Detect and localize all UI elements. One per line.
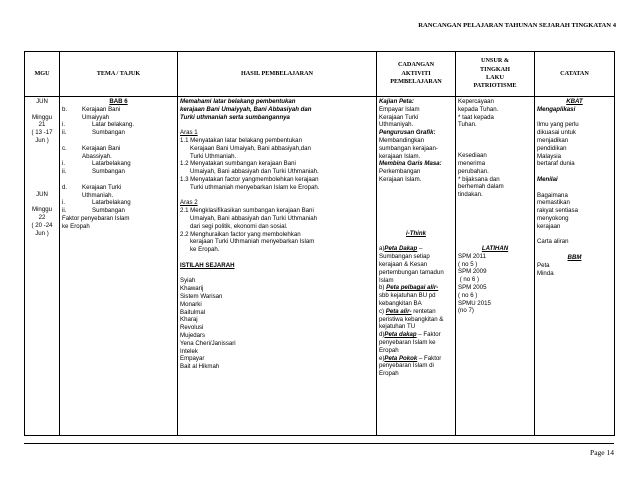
map-prefix: d) bbox=[379, 331, 385, 339]
activity-line: penyebaran Islam ke bbox=[379, 338, 436, 346]
table-row bbox=[25, 97, 615, 436]
terms-title: ISTILAH SEJARAH bbox=[180, 261, 235, 269]
spacer bbox=[379, 184, 453, 230]
cell-hasil bbox=[178, 97, 377, 436]
item-text: Sumbangan bbox=[92, 129, 125, 137]
note-line: pendidikan bbox=[537, 144, 567, 152]
spacer bbox=[27, 199, 57, 207]
mgu-line: ( 13 -17 bbox=[31, 129, 53, 137]
exercise-line: ( no 6 ) bbox=[458, 291, 478, 299]
header-line: LAKU bbox=[486, 74, 504, 81]
cell-cadangan bbox=[377, 97, 456, 436]
map-item bbox=[379, 355, 453, 363]
spacer bbox=[180, 270, 374, 278]
note-line: kerajaan bbox=[537, 222, 561, 230]
item-text: Kerajaan Bani bbox=[82, 144, 121, 152]
map-item bbox=[379, 284, 453, 292]
item-number: ii. bbox=[62, 129, 67, 137]
exercise-line: SPM 2011 bbox=[458, 252, 487, 260]
activity-line: kebangkitan BA bbox=[379, 299, 422, 307]
objective-line: Turki uthmaniah serta sumbangannya bbox=[180, 113, 290, 121]
cell-catatan bbox=[535, 97, 615, 436]
map-item bbox=[379, 331, 453, 339]
value-line: tindakan. bbox=[458, 191, 483, 199]
note-title: KBAT bbox=[566, 98, 583, 105]
spacer bbox=[379, 238, 453, 246]
note-line: menyokong bbox=[537, 214, 569, 222]
cell-mgu bbox=[25, 97, 60, 436]
outcome-line: 1.3 Menyatakan factor yangmembolehkan kerajaan bbox=[180, 175, 319, 183]
outcome-line: Umaiyah, Bani abbasiyah dan Turki Uthmaniah. bbox=[190, 168, 319, 176]
value-line: * taat kepada bbox=[458, 113, 494, 121]
activity-line: kerajaan & Kesan bbox=[379, 260, 428, 268]
term-item: Syiah bbox=[180, 277, 196, 285]
spacer bbox=[537, 231, 612, 239]
value-line: berhemah dalam bbox=[458, 183, 504, 191]
spacer bbox=[537, 114, 612, 122]
activity-line: Kerajaan Islam. bbox=[379, 175, 422, 183]
header-line: PATRIOTISME bbox=[473, 82, 517, 90]
map-rest: – Faktor bbox=[417, 354, 442, 362]
value-line: Kesediaan bbox=[458, 152, 487, 160]
item-text: Kerajaan Bani bbox=[82, 105, 121, 113]
header-line: PEMBELAJARAN bbox=[390, 78, 442, 86]
item-letter: c. bbox=[62, 144, 67, 152]
tema-line bbox=[62, 168, 175, 176]
outcome-line: Turki uthmaniah menyebarkan Islam ke Eropah. bbox=[190, 183, 320, 191]
activity-line: Membandingkan bbox=[379, 136, 425, 144]
item-number: i. bbox=[62, 121, 66, 129]
mgu-line: Jun ) bbox=[35, 136, 49, 144]
term-item: Intelek bbox=[180, 347, 198, 355]
level-title: Aras 2 bbox=[180, 199, 198, 207]
spacer bbox=[458, 129, 532, 152]
note-line: Malaysia bbox=[537, 152, 562, 160]
outcome-line: dari segi politik, ekonomi dan sosial. bbox=[190, 222, 288, 230]
tema-line bbox=[62, 145, 175, 153]
mgu-line: JUN bbox=[36, 98, 48, 105]
activity-line: sbb kejatuhan BU pd bbox=[379, 292, 436, 300]
value-line: * bijaksana dan bbox=[458, 175, 500, 183]
note-line: dikuasai untuk bbox=[537, 129, 576, 137]
tema-line bbox=[62, 121, 175, 129]
cell-unsur bbox=[456, 97, 535, 436]
spacer bbox=[180, 121, 374, 129]
spacer bbox=[27, 145, 57, 191]
value-line: Tuhan. bbox=[458, 121, 477, 129]
map-rest: rentetan bbox=[411, 307, 436, 315]
col-header-cadangan bbox=[377, 52, 456, 97]
outcome-line: Kerajaan Bani Umaiyah, Bani abbasiyah,dan bbox=[190, 144, 311, 152]
objective-line: kerajaan Bani Umaiyyah, Bani Abbasiyah dan bbox=[180, 105, 312, 113]
tema-line bbox=[62, 160, 175, 168]
tema-line bbox=[62, 199, 175, 207]
tema-line bbox=[62, 184, 175, 192]
mgu-line: Minggu bbox=[32, 206, 52, 214]
item-number: i. bbox=[62, 199, 66, 207]
map-rest: – Faktor bbox=[416, 331, 441, 339]
outcome-line: 2.2 Menghuraikan factor yang membolehkan bbox=[180, 230, 301, 238]
map-title: Peta Dakap bbox=[384, 245, 418, 253]
item-text: Latar belakang. bbox=[92, 121, 135, 129]
tema-line bbox=[62, 129, 175, 137]
objective-line: Memahami latar belakang pembentukan bbox=[180, 98, 296, 105]
tema-line: Uthmaniah. bbox=[82, 191, 114, 199]
activity-line: penyebaran Islam di bbox=[379, 362, 434, 370]
item-number: i. bbox=[62, 160, 66, 168]
mgu-line: Minggu bbox=[32, 113, 52, 121]
activity-line: kerajaan Islam. bbox=[379, 152, 421, 160]
term-item: Mujedars bbox=[180, 331, 206, 339]
exercise-line: ( no 6 ) bbox=[458, 276, 479, 284]
document-header: RANCANGAN PELAJARAN TAHUNAN SEJARAH TINGKATAN 4 bbox=[418, 22, 616, 29]
header-line: AKTIVITI bbox=[401, 69, 431, 77]
outcome-line: Turki Uthmaniah. bbox=[190, 152, 237, 160]
term-item: Yena Cheri/Janissari bbox=[180, 339, 236, 347]
activity-line: sumbangan kerajaan- bbox=[379, 144, 438, 152]
item-number: ii. bbox=[62, 168, 67, 176]
item-number: ii. bbox=[62, 207, 67, 215]
exercise-line: SPM 2009 bbox=[458, 268, 487, 276]
activity-line: Kerajaan Turki bbox=[379, 113, 419, 121]
note-line: menjadikan bbox=[537, 136, 569, 144]
item-text: Sumbangan bbox=[92, 168, 125, 176]
note-line: bertaraf dunia bbox=[537, 160, 575, 168]
spacer bbox=[537, 168, 612, 176]
map-rest: – bbox=[417, 245, 423, 253]
cell-tema bbox=[60, 97, 178, 436]
lesson-plan-table bbox=[24, 51, 615, 436]
value-line: menerima bbox=[458, 159, 486, 167]
outcome-line: 1.2 Menyatakan sumbangan kerajaan Bani bbox=[180, 160, 296, 168]
activity-line: kejatuhan TU bbox=[379, 323, 416, 331]
outcome-line: kerajaan Turki Uthmaniah menyebarkan Islam bbox=[190, 238, 315, 246]
outcome-line: 1.1 Menyatakan latar belakang pembentukan bbox=[180, 136, 302, 144]
map-item bbox=[379, 245, 453, 253]
note-line: memastikan bbox=[537, 199, 570, 207]
tema-line: ke Eropah bbox=[62, 222, 90, 230]
footer-divider bbox=[24, 443, 614, 444]
ithink-title: i-Think bbox=[406, 229, 426, 237]
term-item: Khawarij bbox=[180, 285, 204, 293]
exercise-title: LATIHAN bbox=[481, 244, 509, 252]
col-header-tema: TEMA / TAJUK bbox=[60, 52, 178, 97]
spacer bbox=[537, 184, 612, 192]
mgu-line: ( 20 -24 bbox=[31, 221, 53, 229]
outcome-line: ke Eropah. bbox=[190, 246, 220, 254]
item-letter: d. bbox=[62, 183, 68, 191]
note-line: Bagaimana bbox=[537, 191, 568, 199]
map-title: Peta dakap bbox=[384, 331, 417, 339]
activity-line: Empayar Islam bbox=[379, 105, 420, 113]
map-item bbox=[379, 308, 453, 316]
col-header-catatan: CATATAN bbox=[535, 52, 615, 97]
spacer bbox=[180, 254, 374, 262]
activity-title: Kajian Peta: bbox=[379, 98, 414, 105]
tema-line bbox=[62, 106, 175, 114]
note-line: Minda bbox=[537, 269, 554, 277]
activity-line: Sumbangan setiap bbox=[379, 253, 430, 261]
item-letter: b. bbox=[62, 105, 68, 113]
col-header-mgu: MGU bbox=[25, 52, 60, 97]
activity-line: Perkembangan bbox=[379, 168, 421, 176]
map-title: Peta pelbagai alir- bbox=[386, 284, 439, 292]
map-prefix: e) bbox=[379, 354, 385, 362]
item-text: Kerajaan Turki bbox=[82, 183, 122, 191]
spacer bbox=[62, 176, 175, 184]
tema-line bbox=[62, 207, 175, 215]
map-prefix: c) bbox=[379, 307, 386, 315]
term-item: Bait al Hikmah bbox=[180, 363, 220, 371]
activity-line: Eropah bbox=[379, 346, 399, 354]
tema-line: Faktor penyebaran Islam bbox=[62, 214, 130, 222]
mgu-line: 21 bbox=[38, 121, 46, 129]
tema-line: Abassiyah. bbox=[82, 152, 112, 160]
activity-title: Pengurusan Grafik: bbox=[379, 129, 436, 137]
term-item: Empayar bbox=[180, 355, 205, 363]
col-header-hasil: HASIL PEMBELAJARAN bbox=[178, 52, 377, 97]
tema-line: Umaiyyah bbox=[82, 113, 110, 121]
chapter-title: BAB 6 bbox=[109, 98, 128, 105]
map-prefix: b) bbox=[379, 284, 387, 292]
activity-line: peristiwa kebangkitan & bbox=[379, 315, 444, 323]
page-number: Page 14 bbox=[590, 448, 614, 457]
item-text: Latarbelakang bbox=[92, 199, 131, 207]
exercise-line: SPMU 2015 bbox=[458, 299, 491, 307]
map-prefix: a) bbox=[379, 245, 385, 253]
mgu-line: 22 bbox=[38, 214, 46, 222]
term-item: Revolusi bbox=[180, 324, 204, 332]
note-subtitle: Menilai bbox=[537, 175, 558, 183]
term-item: Sistem Warisan bbox=[180, 292, 223, 300]
value-line: perubahan. bbox=[458, 167, 489, 175]
exercise-line: SPM 2005 bbox=[458, 283, 487, 291]
header-line: CADANGAN bbox=[397, 61, 435, 69]
activity-line: pertembungan tamadun bbox=[379, 268, 444, 276]
term-item: Baitulmal bbox=[180, 308, 206, 316]
activity-line: Eropah bbox=[379, 370, 399, 378]
term-item: Monarki bbox=[180, 300, 202, 308]
value-line: Kepercayaan bbox=[458, 98, 494, 105]
activity-title: Membina Garis Masa: bbox=[379, 160, 442, 168]
map-title: Peta Pokok bbox=[384, 354, 418, 362]
note-line: Peta bbox=[537, 261, 550, 269]
activity-line: Islam bbox=[379, 276, 394, 284]
exercise-line: ( no 5 ) bbox=[458, 260, 478, 268]
item-text: Latarbelakang bbox=[92, 160, 131, 168]
spacer bbox=[62, 137, 175, 145]
exercise-line: (no 7) bbox=[458, 307, 474, 315]
note-line: Ilmu yang perlu bbox=[537, 121, 579, 129]
value-line: kepada Tuhan. bbox=[458, 105, 499, 113]
note-subtitle: Mengaplikasi bbox=[537, 105, 576, 113]
note-title: BBM bbox=[567, 253, 582, 261]
table-header-row bbox=[25, 52, 615, 97]
mgu-line: JUN bbox=[36, 190, 48, 198]
term-item: Kharaj bbox=[180, 316, 198, 324]
level-title: Aras 1 bbox=[180, 129, 198, 137]
item-text: Sumbangan bbox=[92, 207, 125, 215]
spacer bbox=[537, 246, 612, 254]
outcome-line: 2.1 Mengklasifikasikan sumbangan kerajaan Bani bbox=[180, 207, 314, 215]
header-line: TINGKAH bbox=[480, 65, 510, 73]
mgu-line: Jun ) bbox=[35, 229, 49, 237]
col-header-unsur bbox=[456, 52, 535, 97]
activity-line: Uthmaniyah. bbox=[379, 121, 414, 129]
spacer bbox=[180, 192, 374, 200]
outcome-line: Umaiyah, Bani abbasiyah dan Turki Uthmaniah bbox=[190, 214, 318, 222]
spacer bbox=[458, 199, 532, 245]
map-title: Peta alir- bbox=[385, 307, 412, 315]
note-line: Carta aliran bbox=[537, 238, 569, 246]
header-line: UNSUR & bbox=[480, 57, 510, 65]
note-line: rakyat sentiasa bbox=[537, 207, 578, 215]
spacer bbox=[27, 106, 57, 114]
